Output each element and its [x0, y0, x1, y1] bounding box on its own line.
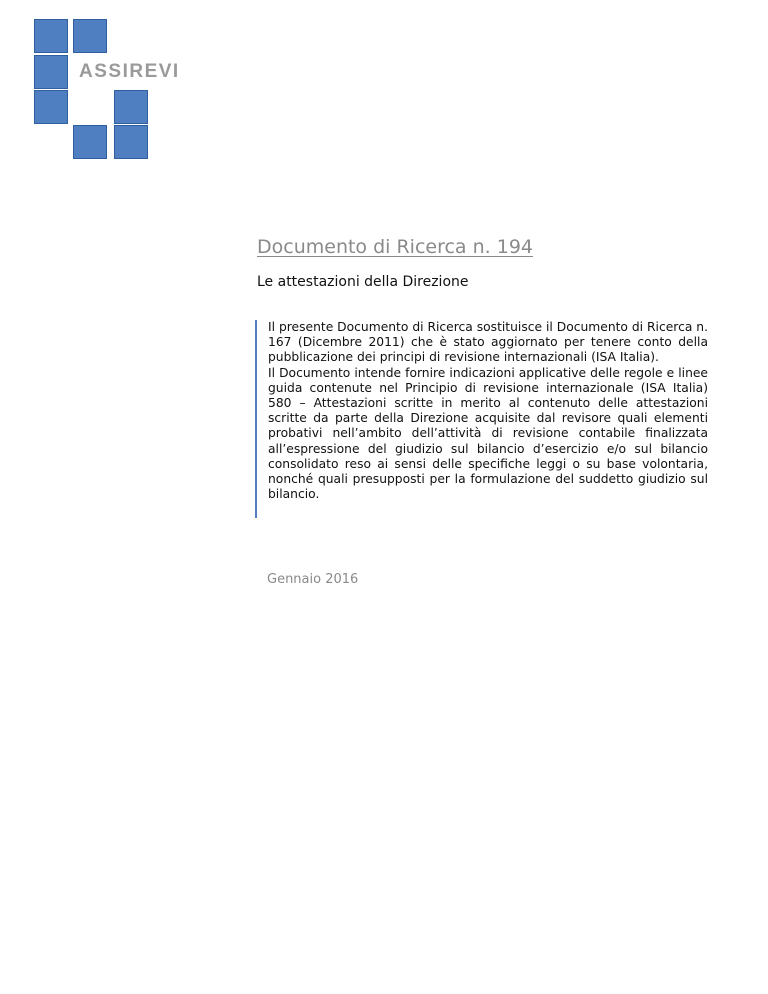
- abstract-paragraph: Il presente Documento di Ricerca sostituisce il Documento di Ricerca n. 167 (Dicembre 2011) che è stato aggiornato per tenere conto della pubblicazione dei principi di revisione internazionali (ISA Italia).: [268, 320, 708, 365]
- document-title: Documento di Ricerca n. 194: [257, 236, 534, 258]
- logo-square: [114, 90, 148, 124]
- logo-square: [34, 55, 68, 89]
- abstract-block: [255, 320, 708, 518]
- abstract-paragraph: Il Documento intende fornire indicazioni applicative delle regole e linee guida contenute nel Principio di revisione internazionale (ISA Italia) 580 – Attestazioni scritte in merito al contenuto delle attestazioni scritte da parte della Direzione acquisite dal revisore quali elementi probativi nell’ambito dell’attività di revisione contabile finalizzata all’espressione del giudizio sul bilancio d’esercizio e/o sul bilancio consolidato reso ai sensi delle specifiche leggi o su base volontaria, nonché quali presupposti per la formulazione del suddetto giudizio sul bilancio.: [268, 365, 708, 502]
- logo-square: [114, 125, 148, 159]
- logo-square: [73, 125, 107, 159]
- publication-date: Gennaio 2016: [267, 572, 359, 587]
- logo-square: [34, 19, 68, 53]
- logo-wordmark: ASSIREVI: [79, 61, 180, 82]
- assirevi-logo: [0, 0, 200, 170]
- document-subtitle: Le attestazioni della Direzione: [257, 274, 469, 290]
- logo-square: [34, 90, 68, 124]
- logo-square: [73, 19, 107, 53]
